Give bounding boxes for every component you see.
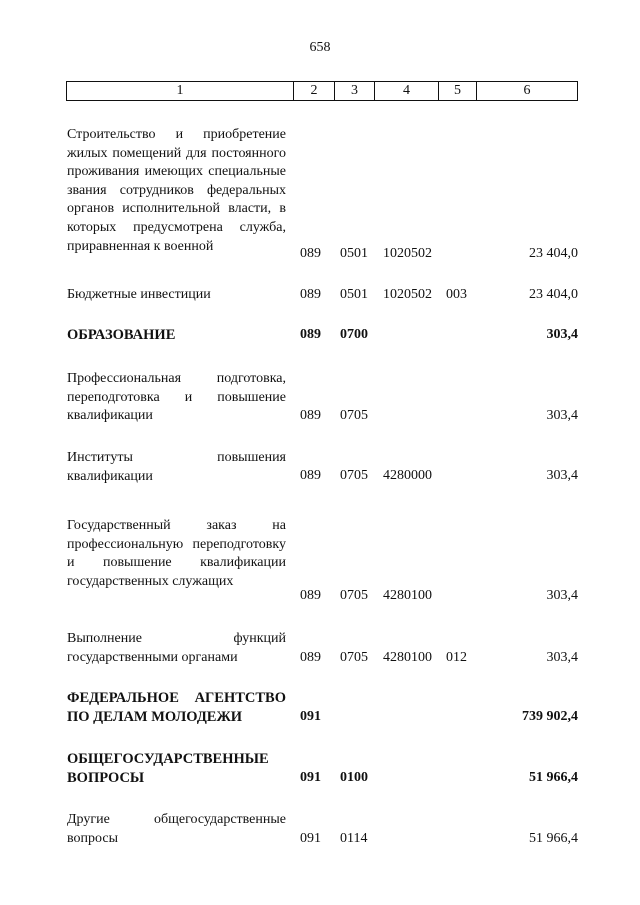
- row-target-article: 1020502: [383, 246, 432, 261]
- row-amount: 23 404,0: [529, 246, 578, 261]
- row-section-code: 0501: [340, 287, 368, 302]
- row-amount: 739 902,4: [522, 709, 578, 724]
- row-section-code: 0705: [340, 588, 368, 603]
- column-header-4: 4: [375, 82, 439, 100]
- row-ministry-code: 089: [300, 287, 321, 302]
- row-ministry-code: 091: [300, 770, 321, 785]
- page-number: 658: [309, 40, 331, 55]
- column-header-2: 2: [294, 82, 335, 100]
- row-section-code: 0100: [340, 770, 368, 785]
- row-name: Выполнение функций государственными органами: [67, 631, 286, 665]
- row-ministry-code: 089: [300, 327, 321, 342]
- row-target-article: 4280100: [383, 588, 432, 603]
- row-ministry-code: 091: [300, 709, 321, 724]
- row-section-code: 0501: [340, 246, 368, 261]
- row-ministry-code: 089: [300, 468, 321, 483]
- column-header-6: 6: [523, 83, 531, 98]
- column-header-3: 3: [335, 82, 375, 100]
- row-amount: 303,4: [546, 468, 578, 483]
- row-name: Профессиональная подготовка, переподготовка и повышение квалификации: [67, 371, 286, 424]
- row-target-article: 1020502: [383, 287, 432, 302]
- row-name: Другие общегосударственные вопросы: [67, 812, 286, 846]
- row-ministry-code: 089: [300, 408, 321, 423]
- row-name: Бюджетные инвестиции: [67, 287, 211, 302]
- row-amount: 303,4: [546, 408, 578, 423]
- row-expense-type: 003: [446, 287, 467, 302]
- row-ministry-code: 091: [300, 831, 321, 846]
- row-amount: 303,4: [546, 650, 578, 665]
- row-section-code: 0705: [340, 408, 368, 423]
- row-section-code: 0705: [340, 468, 368, 483]
- row-name: ОБЩЕГОСУДАРСТВЕННЫЕ ВОПРОСЫ: [67, 751, 269, 786]
- row-ministry-code: 089: [300, 588, 321, 603]
- column-header-row: [66, 81, 578, 101]
- row-amount: 23 404,0: [529, 287, 578, 302]
- row-amount: 303,4: [546, 327, 578, 342]
- column-header-1: 1: [67, 82, 294, 100]
- row-ministry-code: 089: [300, 246, 321, 261]
- row-section-code: 0700: [340, 327, 368, 342]
- row-name: ФЕДЕРАЛЬНОЕ АГЕНТСТВО ПО ДЕЛАМ МОЛОДЕЖИ: [67, 690, 286, 725]
- row-name: Строительство и приобретение жилых помещений для постоянного проживания имеющих специальные звания сотрудников федеральных органов исполнительной власти, в которых предусмотрена служба, приравненная к военной: [67, 127, 286, 254]
- row-section-code: 0705: [340, 650, 368, 665]
- column-header-5: 5: [439, 82, 477, 100]
- row-target-article: 4280100: [383, 650, 432, 665]
- row-ministry-code: 089: [300, 650, 321, 665]
- row-amount: 51 966,4: [529, 770, 578, 785]
- row-amount: 51 966,4: [529, 831, 578, 846]
- row-name: Государственный заказ на профессиональную переподготовку и повышение квалификации государственных служащих: [67, 518, 286, 589]
- row-expense-type: 012: [446, 650, 467, 665]
- row-name: Институты повышения квалификации: [67, 450, 286, 484]
- row-amount: 303,4: [546, 588, 578, 603]
- row-target-article: 4280000: [383, 468, 432, 483]
- row-name: ОБРАЗОВАНИЕ: [67, 327, 176, 343]
- row-section-code: 0114: [340, 831, 368, 846]
